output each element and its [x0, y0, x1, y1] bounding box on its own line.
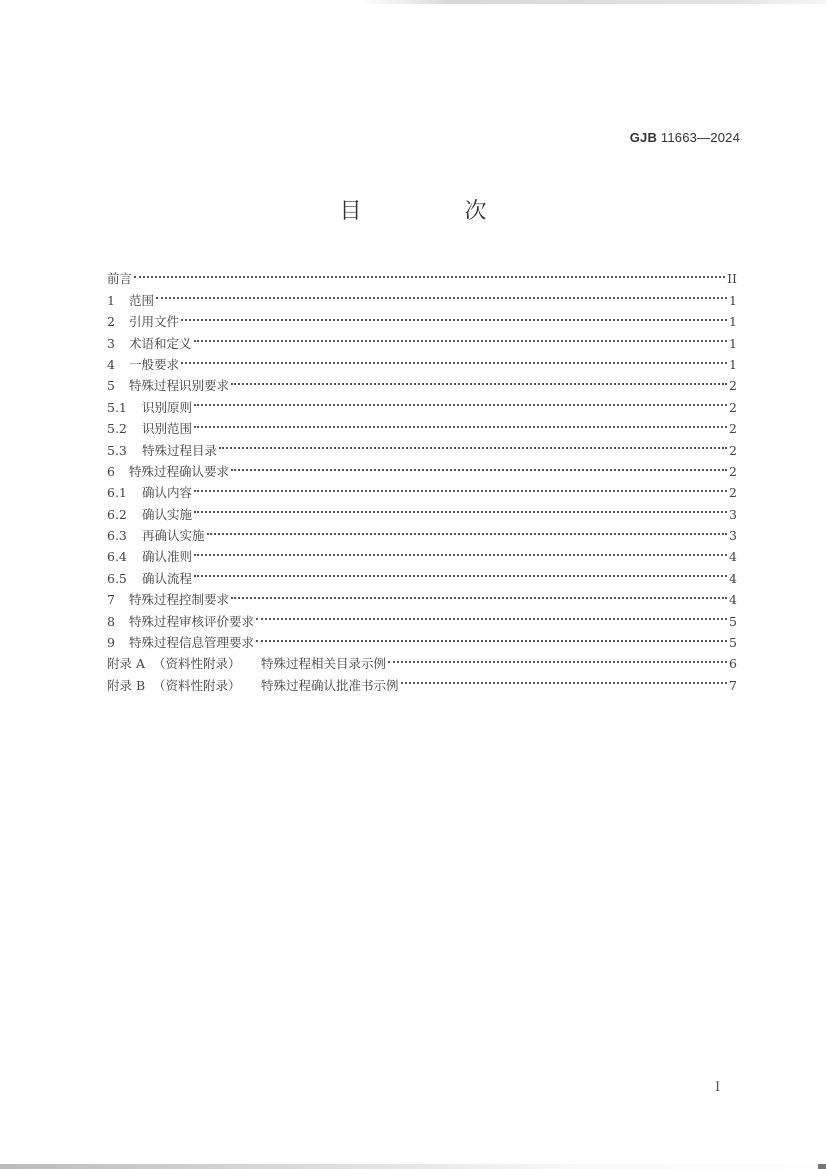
toc-entry-text: 特殊过程相关目录示例 [261, 656, 387, 672]
dot-leader [401, 668, 727, 689]
dot-leader [194, 561, 727, 582]
toc-entry-text: 范围 [129, 292, 155, 308]
toc-entry-page: 3 [729, 506, 737, 522]
toc-entry-number: 5.2 [107, 421, 127, 437]
dot-leader [194, 412, 727, 433]
toc-entry[interactable] [107, 348, 737, 372]
toc-entry-text: 特殊过程确认批准书示例 [261, 677, 399, 693]
toc-entry-page: 2 [729, 485, 737, 501]
toc-entry-text: 一般要求 [129, 356, 180, 372]
toc-entry[interactable] [107, 433, 737, 458]
toc-entry-number: 6.2 [107, 506, 127, 522]
document-code [630, 130, 740, 145]
toc-entry-page: 1 [729, 356, 737, 372]
toc-entry-foreword[interactable] [107, 262, 737, 287]
toc-entry-page: 2 [729, 442, 737, 458]
dot-leader [194, 540, 727, 561]
toc-entry-page: 1 [729, 314, 737, 330]
dot-leader [231, 583, 727, 604]
toc-entry-page: 4 [729, 570, 737, 586]
toc-entry-page: 2 [729, 378, 737, 394]
toc-entry-page: 2 [729, 421, 737, 437]
toc-entry-text: 特殊过程控制要求 [129, 592, 230, 608]
dot-leader [156, 283, 727, 304]
dot-leader [388, 647, 727, 668]
toc-entry-page: 1 [729, 292, 737, 308]
toc-entry-number: 1 [107, 292, 115, 308]
page-number: I [715, 1080, 721, 1095]
dot-leader [181, 305, 727, 326]
toc-entry-page: 1 [729, 335, 737, 351]
dot-leader [194, 390, 727, 411]
dot-leader [194, 497, 727, 518]
dot-leader [181, 348, 727, 369]
toc-entry-text: 特殊过程信息管理要求 [129, 635, 255, 651]
toc-entry-page: 4 [729, 549, 737, 565]
toc-entry-text: 确认准则 [142, 549, 193, 565]
toc-entry-page: 6 [729, 656, 737, 672]
toc-entry[interactable] [107, 283, 737, 308]
toc-entry[interactable] [107, 583, 737, 608]
toc-entry-page: 5 [729, 635, 737, 651]
toc-entry-page: 3 [729, 528, 737, 544]
toc-entry[interactable] [107, 369, 737, 394]
dot-leader [194, 326, 727, 347]
scan-edge-bottom [0, 1164, 826, 1169]
dot-leader [256, 604, 727, 625]
toc-entry-number: 5.3 [107, 442, 127, 458]
toc-entry[interactable] [107, 497, 737, 522]
toc-entry-text: 识别范围 [142, 421, 193, 437]
appendix-type: （资料性附录） [153, 677, 241, 693]
toc-entry-text: 确认实施 [142, 506, 193, 522]
toc-entry-number: 6 [107, 463, 115, 479]
toc-entry[interactable] [107, 540, 737, 565]
toc-entry-number: 2 [107, 314, 115, 330]
dot-leader [134, 262, 725, 283]
toc-entry[interactable] [107, 390, 737, 415]
toc-entry-text: 特殊过程目录 [142, 442, 218, 458]
dot-leader [256, 626, 727, 647]
scan-edge-top [360, 0, 826, 4]
toc-entry-text: 前言 [107, 271, 133, 287]
toc-entry-text: 确认内容 [142, 485, 193, 501]
toc-entry-number: 附录 B [107, 677, 146, 693]
dot-leader [207, 519, 727, 540]
dot-leader [231, 369, 727, 390]
toc-entry-number: 6.3 [107, 528, 127, 544]
toc-entry-number: 8 [107, 613, 115, 629]
toc-entry-text: 特殊过程识别要求 [129, 378, 230, 394]
toc-entry[interactable] [107, 326, 737, 351]
toc-entry-text: 再确认实施 [142, 528, 205, 544]
toc-entry-text: 引用文件 [129, 314, 180, 330]
toc-entry[interactable] [107, 561, 737, 586]
toc-entry[interactable] [107, 412, 737, 437]
toc-entry-text: 特殊过程审核评价要求 [129, 613, 255, 629]
appendix-type: （资料性附录） [153, 656, 241, 672]
toc-entry-page: 2 [729, 463, 737, 479]
dot-leader [231, 455, 727, 476]
dot-leader [194, 476, 727, 497]
toc-entry-number: 9 [107, 635, 115, 651]
toc-entry-text: 确认流程 [142, 570, 193, 586]
toc-entry-number: 5.1 [107, 399, 127, 415]
scan-corner-mark [818, 1164, 826, 1169]
document-code-number: 11663—2024 [660, 130, 740, 145]
toc-entry-number: 6.4 [107, 549, 127, 565]
toc-entry-page: 4 [729, 592, 737, 608]
page-title: 目 次 [339, 199, 535, 224]
document-code-prefix: GJB [629, 130, 658, 145]
toc-entry-text: 识别原则 [142, 399, 193, 415]
dot-leader [219, 433, 727, 454]
table-of-contents [107, 262, 737, 693]
toc-entry-number: 7 [107, 592, 115, 608]
toc-entry-text: 术语和定义 [129, 335, 192, 351]
toc-entry-number: 6.1 [107, 485, 127, 501]
toc-entry-number: 3 [107, 335, 115, 351]
toc-entry[interactable] [107, 305, 737, 330]
toc-entry[interactable] [107, 519, 737, 544]
toc-entry-page: 7 [729, 677, 737, 693]
toc-entry-page: 2 [729, 399, 737, 415]
toc-entry-number: 附录 A [107, 656, 146, 672]
toc-entry-text: 特殊过程确认要求 [129, 463, 230, 479]
toc-entry-page: II [727, 271, 737, 287]
toc-entry-number: 5 [107, 378, 115, 394]
toc-entry[interactable] [107, 476, 737, 501]
toc-entry-page: 5 [729, 613, 737, 629]
toc-entry-number: 6.5 [107, 570, 127, 586]
toc-entry-number: 4 [107, 356, 115, 372]
